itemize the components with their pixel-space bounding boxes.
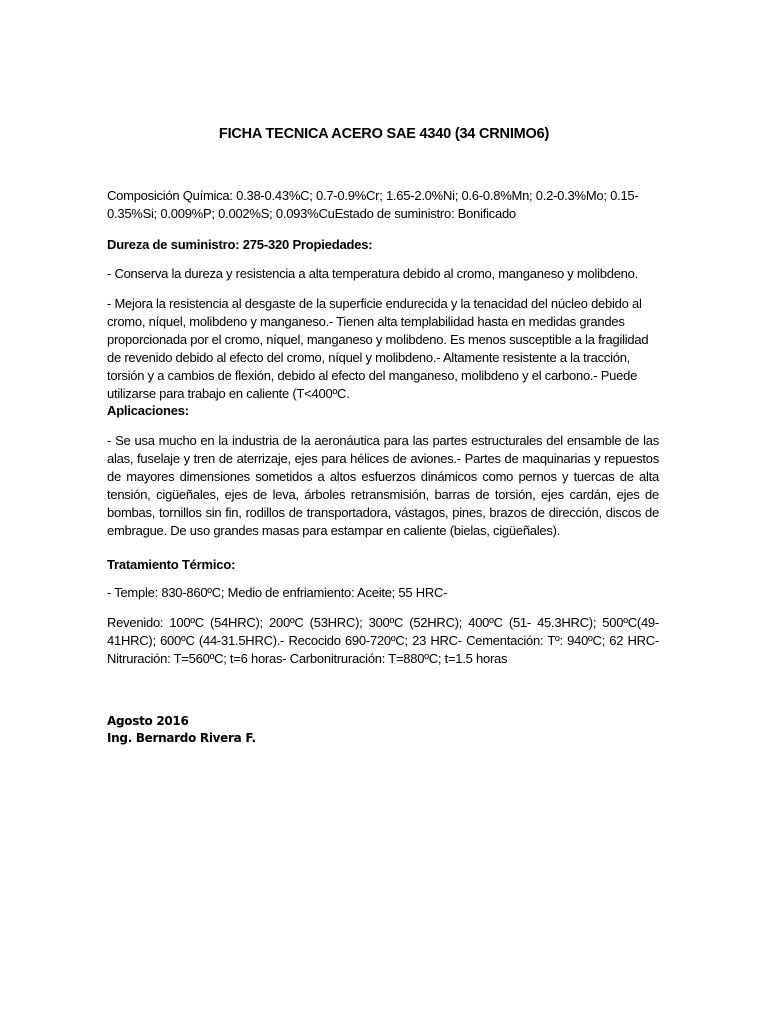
- temple-paragraph: - Temple: 830-860ºC; Medio de enfriamiento: Aceite; 55 HRC-: [107, 585, 448, 600]
- document-title: FICHA TECNICA ACERO SAE 4340 (34 CRNIMO6): [218, 126, 550, 142]
- document-author: Ing. Bernardo Rivera F.: [107, 731, 256, 745]
- revenido-paragraph: Revenido: 100ºC (54HRC); 200ºC (53HRC); 300ºC (52HRC); 400ºC (51- 45.3HRC); 500ºC(49-41HRC); 600ºC (44-31.5HRC).- Recocido 690-720ºC; 23 HRC- Cementación: Tº: 940ºC; 62 HRC- Nitruración: T=560ºC; t=6 horas- Carbonitruración: T=880ºC; t=1.5 horas: [107, 615, 659, 666]
- applications-paragraph: - Se usa mucho en la industria de la aeronáutica para las partes estructurales del ensamble de las alas, fuselaje y tren de aterrizaje, ejes para hélices de aviones.- Partes de maquinarias y repuestos de mayores dimensiones sometidos a altos esfuerzos dinámicos como pernos y tuercas de alta tensión, cigüeñales, ejes de leva, árboles retransmisión, barras de torsión, ejes cardán, ejes de bombas, tornillos sin fin, rodillos de transportadora, vástagos, pines, brazos de dirección, discos de embrague. De uso grandes masas para estampar en caliente (bielas, cigüeñales).: [107, 433, 659, 538]
- applications-heading: Aplicaciones:: [107, 403, 189, 418]
- composition-paragraph: Composición Química: 0.38-0.43%C; 0.7-0.9%Cr; 1.65-2.0%Ni; 0.6-0.8%Mn; 0.2-0.3%Mo; 0.15-0.35%Si; 0.009%P; 0.002%S; 0.093%CuEstado de suministro: Bonificado: [107, 188, 639, 221]
- document-date: Agosto 2016: [107, 714, 189, 728]
- hardness-heading: Dureza de suministro: 275-320 Propiedades:: [107, 237, 373, 252]
- property-paragraph-2: - Mejora la resistencia al desgaste de la superficie endurecida y la tenacidad del núcleo debido al cromo, níquel, molibdeno y manganeso.- Tienen alta templabilidad hasta en medidas grandes proporcionada por el cromo, níquel, manganeso y molibdeno. Es menos susceptible a la fragilidad de revenido debido al efecto del cromo, níquel y molibdeno.- Altamente resistente a la tracción, torsión y a cambios de flexión, debido al efecto del manganeso, molibdeno y el carbono.- Puede utilizarse para trabajo en caliente (T<400ºC.: [107, 296, 649, 401]
- heat-treatment-heading: Tratamiento Térmico:: [107, 557, 236, 572]
- property-paragraph-1: - Conserva la dureza y resistencia a alta temperatura debido al cromo, manganeso y molibdeno.: [107, 266, 638, 281]
- signature-block: [107, 713, 256, 747]
